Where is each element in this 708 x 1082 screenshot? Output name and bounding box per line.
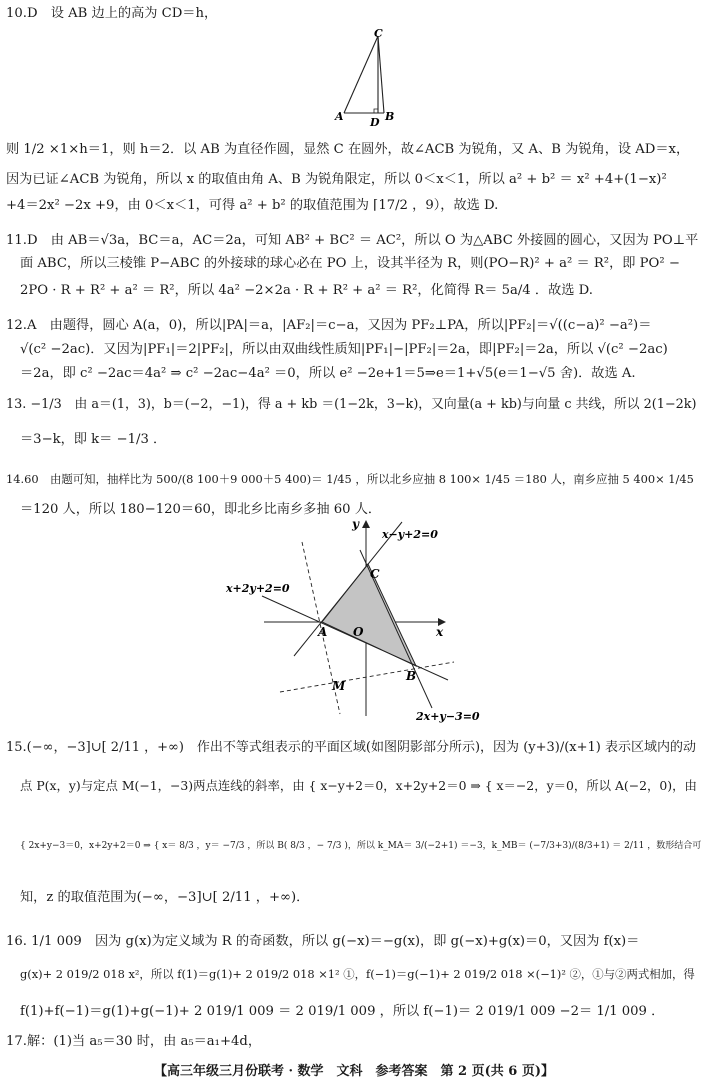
- x-axis-label: x: [436, 625, 444, 639]
- triangle-figure: [334, 28, 394, 128]
- triangle-label-c: C: [374, 28, 383, 40]
- q11-line-3: 2PO · R + R² + a² ＝ R²，所以 4a² −2×2a · R + R² + a² ＝ R²，化简得 R＝ 5a/4 ．故选 D.: [20, 283, 593, 298]
- page-footer: 【高三年级三月份联考 · 数学 文科 参考答案 第 2 页(共 6 页)】: [153, 1064, 555, 1079]
- q13-line-1: 13. −1/3 由 a＝(1，3)，b＝(−2，−1)，得 a + kb ＝(1−2k，3−k)，又向量(a + kb)与向量 c 共线，所以 2(1−2k): [6, 397, 697, 412]
- origin-label: O: [353, 625, 364, 639]
- dashed-line-mb: [280, 662, 454, 692]
- triangle-label-b: B: [385, 110, 394, 123]
- q12-line-1: 12.A 由题得，圆心 A(a，0)，所以|PA|＝a，|AF₂|＝c−a，又因为 PF₂⊥PA，所以|PF₂|＝√((c−a)² −a²)＝: [6, 318, 652, 333]
- q17-line-1: 17.解：(1)当 a₅＝30 时，由 a₅＝a₁+4d，: [6, 1034, 262, 1049]
- q14-line-1: 14.60 由题可知，抽样比为 500/(8 100＋9 000＋5 400)＝ 1/45 ，所以北乡应抽 8 100× 1/45 ＝180 人，南乡应抽 5 400× 1/45: [6, 472, 694, 486]
- point-a-label: A: [318, 625, 328, 639]
- triangle-label-a: A: [335, 110, 344, 123]
- q13-line-2: ＝3−k，即 k＝ −1/3 ．: [20, 432, 167, 447]
- triangle-label-d: D: [370, 116, 380, 128]
- q15-line-4: 知，z 的取值范围为(−∞，−3]∪[ 2/11 ，+∞)．: [20, 890, 310, 905]
- q11-line-2: 面 ABC，所以三棱锥 P−ABC 的外接球的球心必在 PO 上，设其半径为 R，则(PO−R)² + a² ＝ R²，即 PO² −: [20, 256, 680, 271]
- q16-line-3: f(1)+f(−1)＝g(1)+g(−1)+ 2 019/1 009 ＝ 2 019/1 009 ，所以 f(−1)＝ 2 019/1 009 −2＝ 1/1 009 ．: [20, 1004, 665, 1019]
- line3-label: 2x+y−3=0: [416, 710, 480, 723]
- point-c-label: C: [370, 567, 380, 581]
- q12-line-2: √(c² −2ac)．又因为|PF₁|＝2|PF₂|，所以由双曲线性质知|PF₁|−|PF₂|＝2a，即|PF₂|＝2a，所以 √(c² −2ac): [20, 342, 668, 357]
- q10-line-1: 则 1/2 ×1×h＝1，则 h＝2．以 AB 为直径作圆，显然 C 在圆外，故∠ACB 为锐角，又 A、B 为锐角，设 AD＝x，: [6, 142, 690, 157]
- point-m-label: M: [332, 679, 346, 693]
- q14-line-2: ＝120 人，所以 180−120＝60，即北乡比南乡多抽 60 人．: [20, 502, 382, 517]
- q16-line-2: g(x)+ 2 019/2 018 x²，所以 f(1)＝g(1)+ 2 019/2 018 ×1² ①，f(−1)＝g(−1)+ 2 019/2 018 ×(−1)² ②，①与②两式相加，得: [20, 967, 695, 981]
- q15-line-2: 点 P(x，y)与定点 M(−1，−3)两点连线的斜率，由 { x−y+2＝0，x+2y+2＝0 ⇒ { x＝−2，y＝0，所以 A(−2，0)，由: [20, 778, 697, 793]
- feasible-region-graph: [222, 516, 502, 726]
- y-axis-label: y: [352, 517, 359, 531]
- q12-line-3: ＝2a，即 c² −2ac＝4a² ⇒ c² −2ac−4a² ＝0，所以 e² −2e+1＝5⇒e＝1+√5(e＝1−√5 舍)．故选 A.: [20, 366, 636, 381]
- q10-line-3: +4＝2x² −2x +9，由 0＜x＜1，可得 a² + b² 的取值范围为 ⌈17/2 ，9），故选 D.: [6, 198, 499, 213]
- q15-line-3: { 2x+y−3＝0，x+2y+2＝0 ⇒ { x＝ 8/3 ，y＝ −7/3 ，所以 B( 8/3 ，− 7/3 )，所以 k_MA＝ 3/(−2+1) ＝−3，k_MB＝ (−7/3+3)/(8/3+1) ＝ 2/11 ，数形结合可: [20, 841, 702, 851]
- shaded-region: [322, 564, 416, 666]
- q11-line-1: 11.D 由 AB＝√3a，BC＝a，AC＝2a，可知 AB² + BC² ＝ AC²，所以 O 为△ABC 外接圆的圆心，又因为 PO⊥平: [6, 233, 699, 248]
- q10-line-2: 因为已证∠ACB 为锐角，所以 x 的取值由角 A、B 为锐角限定，所以 0＜x＜1，所以 a² + b² ＝ x² +4+(1−x)²: [6, 172, 667, 187]
- line2-label: x+2y+2=0: [226, 582, 290, 595]
- line1-label: x−y+2=0: [382, 528, 438, 541]
- point-b-label: B: [406, 669, 417, 683]
- q10-heading: 10.D 设 AB 边上的高为 CD＝h，: [6, 6, 218, 21]
- q15-line-1: 15.(−∞，−3]∪[ 2/11 ，+∞) 作出不等式组表示的平面区域(如图阴影部分所示)，因为 (y+3)/(x+1) 表示区域内的动: [6, 740, 696, 755]
- q16-line-1: 16. 1/1 009 因为 g(x)为定义域为 R 的奇函数，所以 g(−x)＝−g(x)，即 g(−x)+g(x)＝0，又因为 f(x)＝: [6, 934, 640, 949]
